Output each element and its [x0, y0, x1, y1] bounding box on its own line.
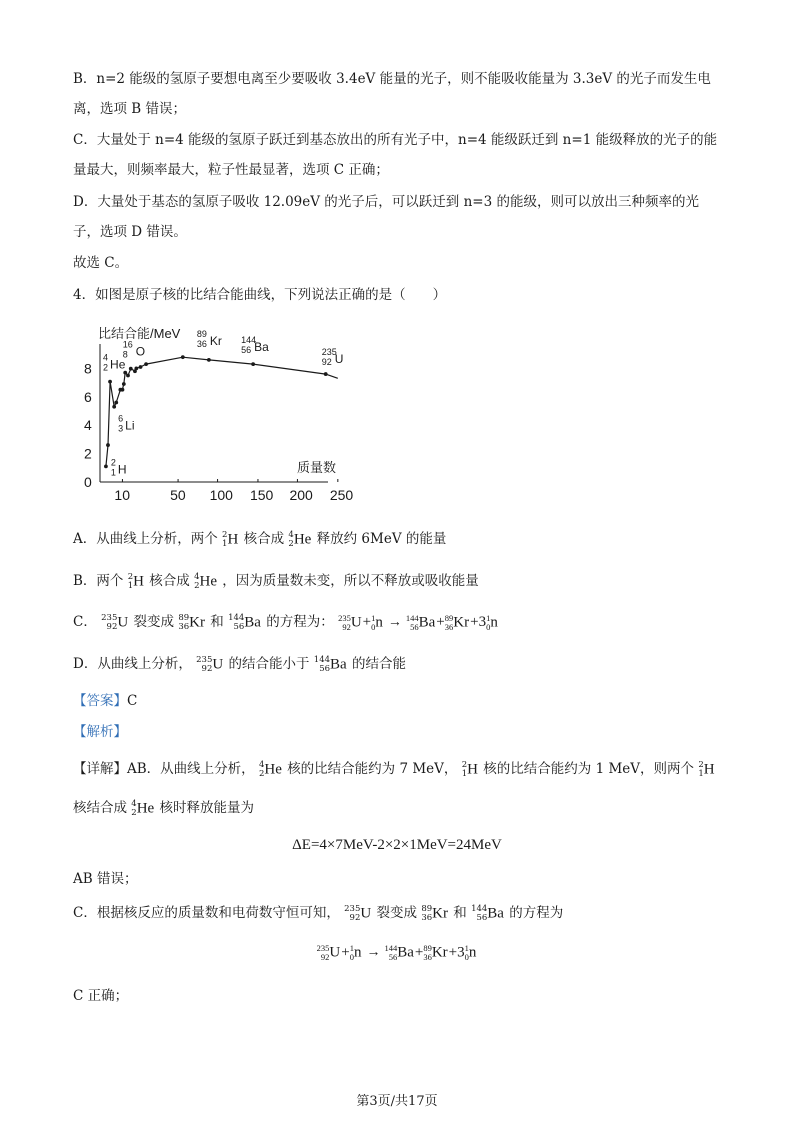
analysis-tag: 【解析】	[73, 724, 127, 740]
text-line-b1: B．n=2 能级的氢原子要想电离至少要吸收 3.4eV 能量的光子，则不能吸收能量为 3.3eV 的光子而发生电	[73, 71, 711, 87]
data-point	[129, 367, 133, 371]
element-symbol: Li	[125, 418, 135, 433]
mass-number: 16	[122, 339, 133, 350]
detail-line-1: 【详解】AB．从曲线上分析， 4 2 He 核的比结合能约为 7 MeV， 2 1 H 核的比结合能约为 1 MeV，则两个 2 1 H	[73, 759, 715, 779]
x-tick-label: 10	[114, 487, 131, 503]
nuclide-label-u	[322, 347, 344, 367]
mass-number: 2	[110, 457, 116, 468]
x-tick-label: 250	[329, 487, 354, 503]
answer-line	[73, 692, 137, 710]
answer-value: C	[127, 693, 138, 709]
nuclide-label-li	[118, 414, 134, 434]
element-symbol: He	[110, 357, 126, 372]
data-point	[324, 372, 328, 376]
element-symbol: Kr	[209, 333, 222, 348]
text-line-c1: C．大量处于 n=4 能级的氢原子跃迁到基态放出的所有光子中，n=4 能级跃迁到 n=1 能级释放的光子的能	[73, 132, 718, 148]
nuclide-label-o	[123, 340, 145, 360]
option-b: B．两个 2 1 H 核合成 4 2 He ，因为质量数未变，所以不释放或吸收能量	[73, 571, 479, 591]
data-point	[181, 355, 185, 359]
mass-number: 144	[241, 335, 257, 346]
data-point	[251, 362, 255, 366]
data-point	[134, 367, 138, 371]
data-point	[121, 388, 125, 392]
option-d: D．从曲线上分析， 235 92 U 的结合能小于 144 56 Ba 的结合能	[73, 654, 406, 674]
mass-number: 235	[321, 347, 337, 358]
atomic-number: 8	[122, 349, 128, 360]
nuclide-he4: 4 2 He	[288, 529, 312, 549]
nuclide-he4: 4 2 He	[194, 571, 217, 591]
data-point	[112, 405, 116, 409]
element-symbol: O	[135, 344, 146, 359]
text-line-b2: 离，选项 B 错误；	[73, 101, 187, 117]
x-tick-label: 150	[249, 487, 274, 503]
question-4-stem: 4．如图是原子核的比结合能曲线，下列说法正确的是（ ）	[73, 287, 447, 303]
option-a: A．从曲线上分析，两个 2 1 H 核合成 4 2 He 释放约 6MeV 的能量	[73, 529, 447, 549]
data-point	[144, 362, 148, 366]
data-point	[114, 401, 118, 405]
ab-wrong: AB 错误；	[73, 871, 138, 887]
element-symbol: Ba	[254, 340, 269, 355]
data-point	[108, 380, 112, 384]
nuclide-label-kr	[197, 329, 222, 349]
element-symbol: H	[117, 462, 127, 477]
text-line-d2: 子，选项 D 错误。	[73, 224, 187, 240]
c-right: C 正确；	[73, 988, 129, 1004]
binding-energy-chart	[70, 322, 360, 512]
atomic-number: 92	[321, 357, 332, 368]
detail-line-c: C．根据核反应的质量数和电荷数守恒可知， 235 92 U 裂变成 89 36 Kr 和 144 56 Ba 的方程为	[73, 903, 564, 923]
page-footer: 第3页/共17页	[356, 1094, 438, 1109]
atomic-number: 3	[118, 423, 124, 434]
detail-line-2: 核结合成 4 2 He 核时释放能量为	[73, 798, 255, 818]
y-tick-label: 0	[84, 474, 92, 490]
text-line-c2: 量最大，则频率最大，粒子性最显著，选项 C 正确；	[73, 162, 389, 178]
energy-equation: ΔE=4×7MeV-2×2×1MeV=24MeV	[292, 837, 502, 853]
y-tick-label: 8	[84, 360, 92, 377]
fission-equation: 235 92 U+ 1 0 n → 144 56 Ba+ 89 36 Kr+3 1 0 n	[316, 943, 477, 962]
data-points	[103, 352, 328, 468]
x-tick-label: 100	[209, 487, 233, 503]
data-point	[122, 382, 126, 386]
y-axis-label: 比结合能/MeV	[98, 326, 181, 341]
nuclide-labels	[103, 329, 343, 478]
data-point	[106, 443, 110, 447]
fission-equation-option: 235 92 U+ 1 0 n → 144 56 Ba+ 89 36 Kr+3 1 0 n	[338, 612, 498, 632]
x-axis-label: 质量数	[297, 460, 337, 475]
atomic-number: 2	[103, 362, 109, 373]
mass-number: 6	[118, 413, 124, 424]
atomic-number: 56	[241, 345, 252, 356]
nuclide-h2: 2 1 H	[222, 529, 239, 549]
text-line-conclusion: 故选 C。	[73, 255, 129, 271]
x-tick-label: 50	[170, 487, 186, 503]
nuclide-label-h	[111, 457, 127, 477]
element-symbol: U	[334, 352, 344, 367]
data-point	[207, 358, 211, 362]
y-tick-label: 6	[84, 388, 92, 405]
option-c: C． 235 92 U 裂变成 89 36 Kr 和 144 56 Ba 的方程为： 235 92 U+ 1 0 n → 144 56 Ba+ 89 36 Kr+3 1 0 n	[73, 612, 498, 632]
x-tick-label: 200	[289, 487, 313, 503]
data-point	[126, 374, 130, 378]
answer-tag: 【答案】	[73, 693, 127, 709]
nuclide-h2: 2 1 H	[127, 571, 144, 591]
text-line-d1: D．大量处于基态的氢原子吸收 12.09eV 的光子后，可以跃迁到 n=3 的能级，则可以放出三种频率的光	[73, 194, 699, 210]
binding-energy-curve	[106, 357, 338, 466]
y-tick-label: 4	[84, 417, 92, 434]
atomic-number: 36	[196, 338, 207, 349]
mass-number: 4	[103, 352, 109, 363]
y-tick-label: 2	[84, 445, 92, 462]
data-point	[139, 365, 143, 369]
data-point	[104, 464, 108, 468]
nuclide-label-ba	[241, 335, 269, 355]
mass-number: 89	[196, 328, 207, 339]
atomic-number: 1	[110, 467, 116, 478]
